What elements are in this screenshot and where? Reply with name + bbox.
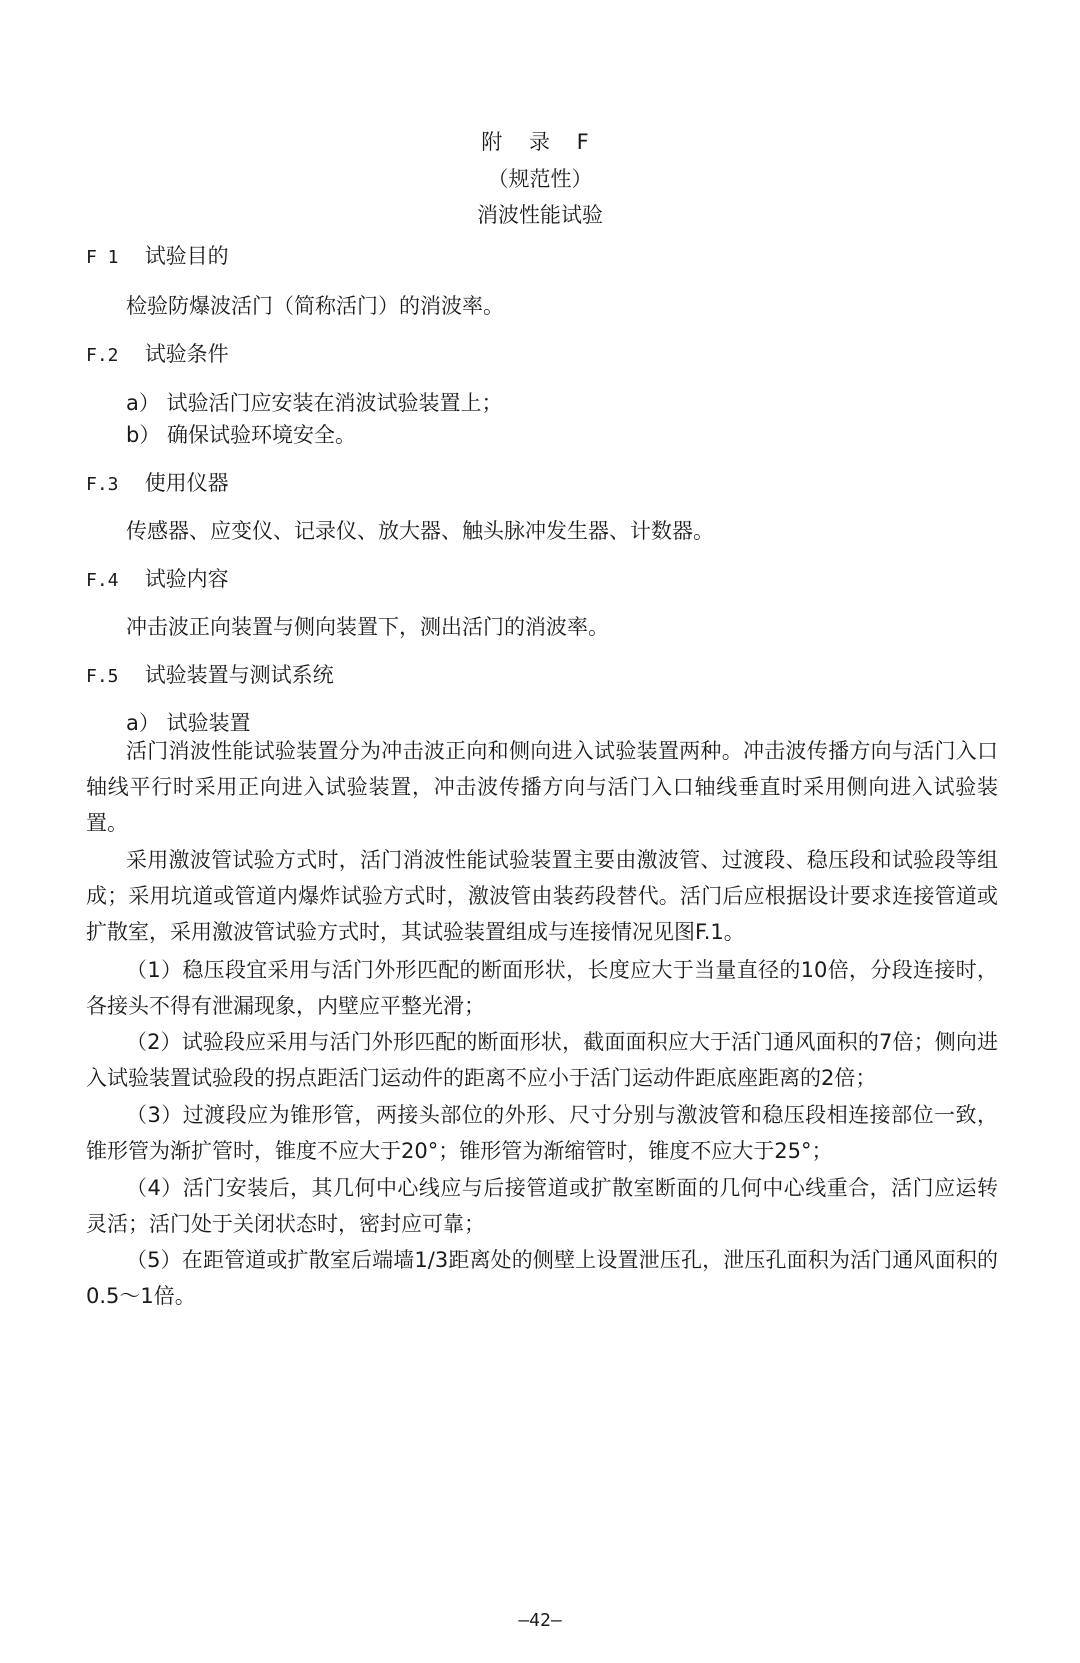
appendix-title: 消波性能试验 — [477, 203, 603, 227]
section-number: F.5 — [86, 666, 119, 687]
f5-item-4: （4）活门安装后，其几何中心线应与后接管道或扩散室断面的几何中心线重合，活门应运转灵活；活门处于关闭状态时，密封应可靠； — [86, 1176, 998, 1236]
section-heading-f2 — [86, 338, 229, 368]
section-number: F 1 — [86, 247, 119, 268]
section-title: 试验装置与测试系统 — [144, 663, 334, 687]
section-heading-f1 — [86, 240, 229, 270]
f5-sub-a: a） 试验装置 — [126, 711, 251, 735]
page-number: —42— — [518, 1610, 562, 1631]
f2-item-b: b） 确保试验环境安全。 — [126, 423, 357, 447]
appendix-label: 附 录 F — [481, 130, 599, 154]
section-title: 试验内容 — [144, 567, 229, 591]
section-number: F.4 — [86, 570, 119, 591]
section-heading-f5 — [86, 659, 334, 689]
f2-item-a: a） 试验活门应安装在消波试验装置上； — [126, 391, 503, 415]
f3-text: 传感器、应变仪、记录仪、放大器、触头脉冲发生器、计数器。 — [126, 519, 714, 543]
f5-item-1: （1）稳压段宜采用与活门外形匹配的断面形状，长度应大于当量直径的10倍，分段连接时，各接头不得有泄漏现象，内壁应平整光滑； — [86, 958, 998, 1018]
section-heading-f3 — [86, 467, 229, 497]
f5-item-5: （5）在距管道或扩散室后端墙1/3距离处的侧壁上设置泄压孔，泄压孔面积为活门通风面积的0.5～1倍。 — [86, 1248, 998, 1308]
section-title: 试验目的 — [144, 244, 229, 268]
f1-text: 检验防爆波活门（简称活门）的消波率。 — [126, 294, 504, 318]
appendix-nature: （规范性） — [487, 167, 593, 191]
section-title: 使用仪器 — [144, 471, 229, 495]
f5-paragraph-1: 活门消波性能试验装置分为冲击波正向和侧向进入试验装置两种。冲击波传播方向与活门入口轴线平行时采用正向进入试验装置，冲击波传播方向与活门入口轴线垂直时采用侧向进入试验装置。 — [86, 739, 998, 835]
f5-item-3: （3）过渡段应为锥形管，两接头部位的外形、尺寸分别与激波管和稳压段相连接部位一致，锥形管为渐扩管时，锥度不应大于20°；锥形管为渐缩管时，锥度不应大于25°； — [86, 1103, 998, 1163]
f5-paragraph-2: 采用激波管试验方式时，活门消波性能试验装置主要由激波管、过渡段、稳压段和试验段等组成；采用坑道或管道内爆炸试验方式时，激波管由装药段替代。活门后应根据设计要求连接管道或扩散室，采用激波管试验方式时，其试验装置组成与连接情况见图F.1。 — [86, 848, 998, 944]
section-number: F.2 — [86, 345, 119, 366]
section-title: 试验条件 — [144, 342, 229, 366]
f4-text: 冲击波正向装置与侧向装置下，测出活门的消波率。 — [126, 615, 609, 639]
section-heading-f4 — [86, 563, 229, 593]
f5-item-2: （2）试验段应采用与活门外形匹配的断面形状，截面面积应大于活门通风面积的7倍；侧向进入试验装置试验段的拐点距活门运动件的距离不应小于活门运动件距底座距离的2倍； — [86, 1030, 998, 1090]
section-number: F.3 — [86, 474, 119, 495]
